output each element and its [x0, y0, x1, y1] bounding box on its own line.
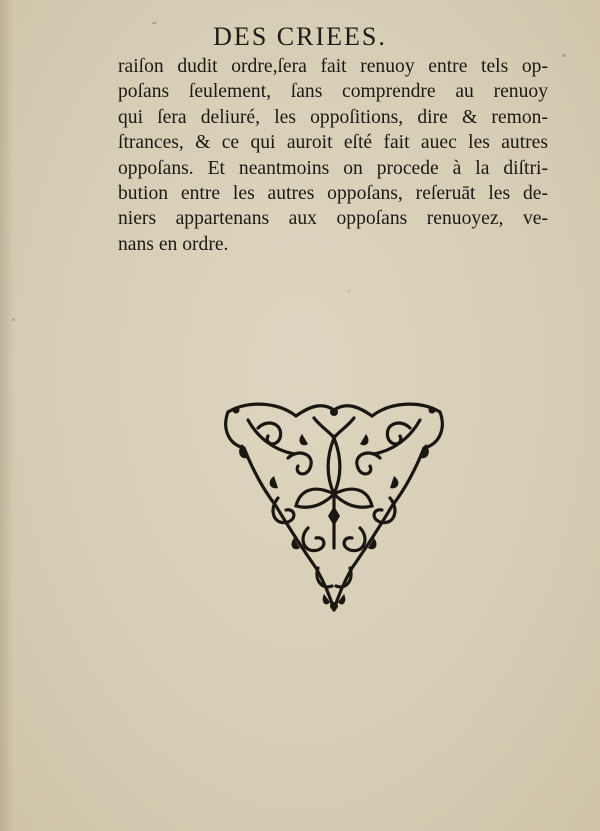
text-line: bution entre les autres oppoſans, reſeruāt les de- — [118, 183, 548, 205]
fleuron-ornament-icon — [218, 398, 450, 616]
paper-speck — [152, 22, 157, 24]
text-line: ſtrances, & ce qui auroit eſté fait auec les autres — [118, 132, 548, 154]
paper-speck — [12, 318, 15, 321]
running-header: DES CRIEES. — [213, 22, 387, 51]
text-line: qui ſera deliuré, les oppoſitions, dire & remon- — [118, 106, 548, 128]
binding-shadow — [0, 0, 14, 831]
text-line: niers appartenans aux oppoſans renuoyez, ve- — [118, 208, 548, 230]
text-line: poſans ſeulement, ſans comprendre au renuoy — [118, 81, 548, 103]
paper-speck — [348, 290, 350, 292]
text-line: raiſon dudit ordre,ſera fait renuoy entre tels op- — [118, 56, 548, 77]
paper-speck — [562, 54, 566, 57]
text-line: oppoſans. Et neantmoins on procede à la diſtri- — [118, 157, 548, 179]
text-line: nans en ordre. — [118, 233, 229, 255]
body-paragraph — [118, 54, 548, 257]
